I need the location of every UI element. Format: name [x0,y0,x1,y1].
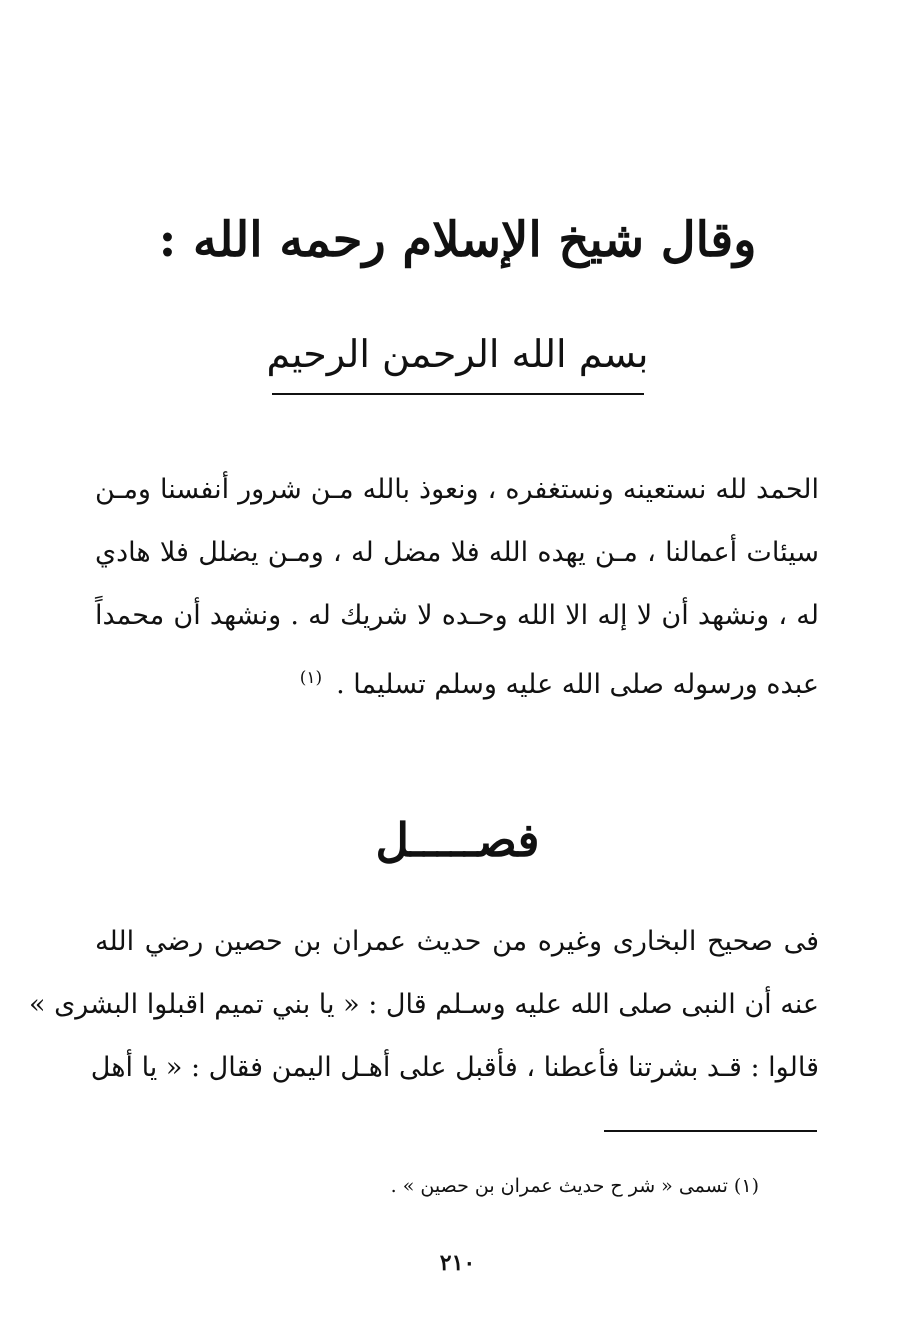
footnote-marker: (١) [299,668,323,688]
page-heading: وقال شيخ الإسلام رحمه الله : [158,212,757,268]
paragraph-line: له ، ونشهد أن لا إله الا الله وحـده لا شريك له . ونشهد أن محمداً [95,600,819,631]
section-heading: فصـــــل [375,813,540,867]
paragraph-line: سيئات أعمالنا ، مـن يهده الله فلا مضل له ، ومـن يضلل فلا هادي [95,537,819,568]
basmala: بسم الله الرحمن الرحيم [266,332,649,376]
paragraph-line: عنه أن النبى صلى الله عليه وسـلم قال : « يا بني تميم اقبلوا البشرى » [29,989,819,1020]
intro-paragraph [95,458,819,710]
footnote: (١) تسمى « شر ح حديث عمران بن حصين » . [390,1175,759,1197]
paragraph-line: الحمد لله نستعينه ونستغفره ، ونعوذ بالله مـن شرور أنفسنا ومـن [95,474,819,505]
page-number: ٢١٠ [439,1250,476,1276]
paragraph-line: قالوا : قـد بشرتنا فأعطنا ، فأقبل على أهـل اليمن فقال : « يا أهل [90,1052,819,1083]
paragraph-line-last [95,647,819,710]
paragraph-line-text: عبده ورسوله صلى الله عليه وسلم تسليما . [336,669,819,700]
section-paragraph [29,910,819,1099]
basmala-underline [272,393,644,395]
paragraph-line: فى صحيح البخارى وغيره من حديث عمران بن حصين رضي الله [95,926,819,957]
footnote-divider [604,1130,817,1132]
